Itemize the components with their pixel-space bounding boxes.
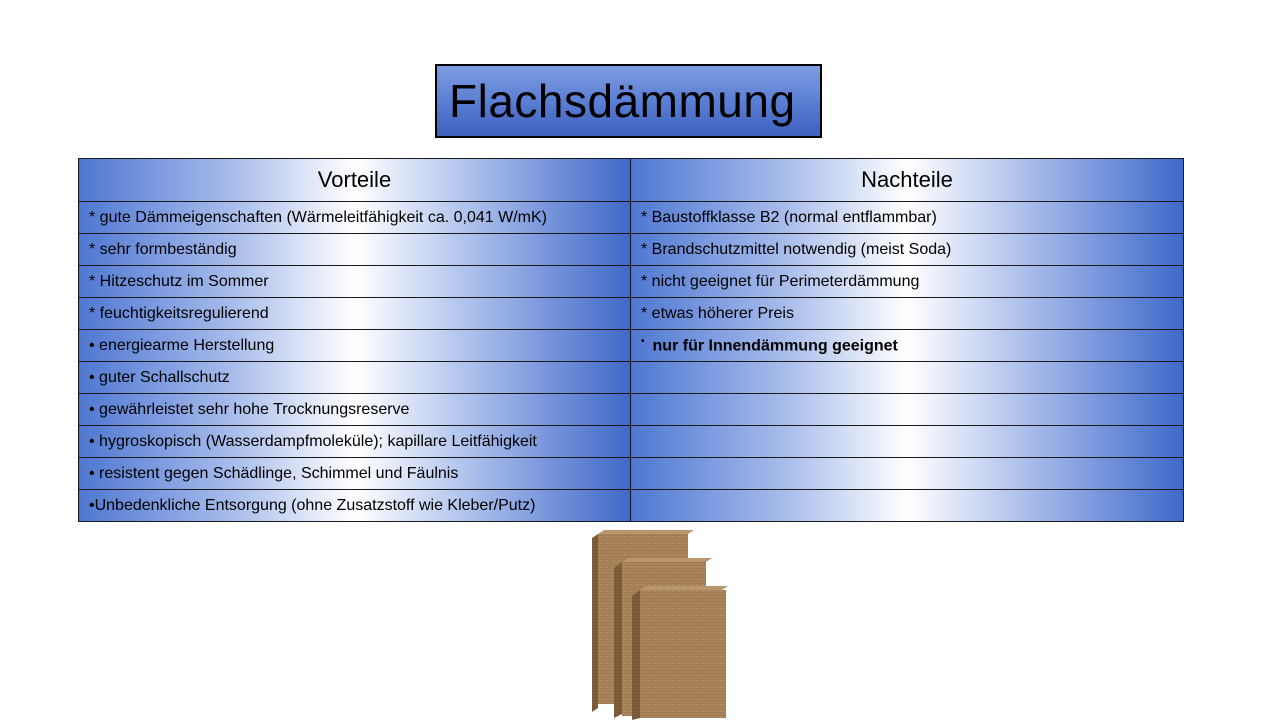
table-row [79,330,1184,362]
con-cell-text: nur für Innendämmung geeignet [652,337,898,355]
pro-cell: •Unbedenkliche Entsorgung (ohne Zusatzstoff wie Kleber/Putz) [79,490,631,522]
pros-cons-table [78,158,1184,522]
pro-cell: * Hitzeschutz im Sommer [79,266,631,298]
table-row [79,426,1184,458]
table-header-row [79,159,1184,202]
table-row [79,362,1184,394]
pro-cell: * sehr formbeständig [79,234,631,266]
con-cell: * nicht geeignet für Perimeterdämmung [631,266,1184,298]
table-row [79,266,1184,298]
slide-title: Flachsdämmung [449,75,796,127]
table-row [79,490,1184,522]
pro-cell: * gute Dämmeigenschaften (Wärmeleitfähigkeit ca. 0,041 W/mK) [79,202,631,234]
table-row [79,458,1184,490]
title-box [435,64,822,138]
con-cell-empty [631,362,1184,394]
con-cell: * Baustoffklasse B2 (normal entflammbar) [631,202,1184,234]
flax-insulation-boards-icon [592,528,732,720]
con-cell: * Brandschutzmittel notwendig (meist Soda) [631,234,1184,266]
table-row [79,298,1184,330]
con-cell: * etwas höherer Preis [631,298,1184,330]
pro-cell: • gewährleistet sehr hohe Trocknungsreserve [79,394,631,426]
table-row [79,394,1184,426]
pro-cell: • resistent gegen Schädlinge, Schimmel und Fäulnis [79,458,631,490]
pro-cell: * feuchtigkeitsregulierend [79,298,631,330]
con-cell [631,330,1184,362]
pro-cell: • guter Schallschutz [79,362,631,394]
con-cell-empty [631,394,1184,426]
table-row [79,234,1184,266]
pro-cell: • energiearme Herstellung [79,330,631,362]
header-pros: Vorteile [79,159,631,202]
con-cell-empty [631,426,1184,458]
table-row [79,202,1184,234]
pro-cell: • hygroskopisch (Wasserdampfmoleküle); kapillare Leitfähigkeit [79,426,631,458]
con-cell-empty [631,458,1184,490]
bullet-icon: • [641,335,645,347]
con-cell-empty [631,490,1184,522]
header-cons: Nachteile [631,159,1184,202]
